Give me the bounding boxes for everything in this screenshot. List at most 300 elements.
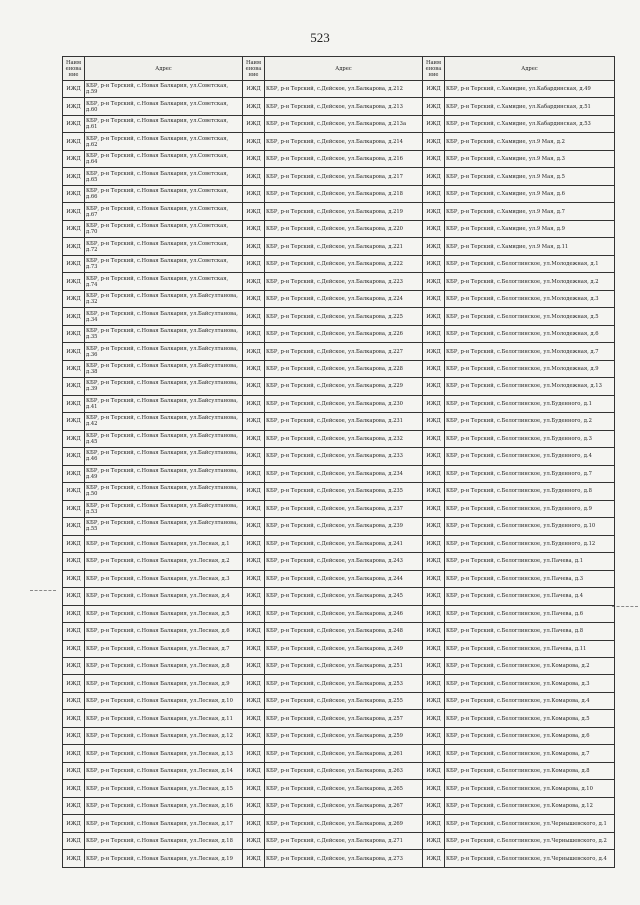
address-cell: КБР, р-н Терский, с.Дейское, ул.Балкарова, д.230 [265, 395, 423, 412]
object-kind-cell: ИЖД [63, 185, 85, 202]
table-row [63, 220, 615, 237]
object-kind-cell: ИЖД [423, 413, 445, 430]
object-kind-cell: ИЖД [243, 465, 265, 482]
address-cell: КБР, р-н Терский, с.Дейское, ул.Балкарова, д.218 [265, 185, 423, 202]
object-kind-cell: ИЖД [63, 605, 85, 622]
object-kind-cell: ИЖД [63, 290, 85, 307]
address-cell: КБР, р-н Терский, с.Хамидие, ул.9 Мая, д.3 [445, 150, 615, 167]
address-cell: КБР, р-н Терский, с.Новая Балкария, ул.Лесная, д.1 [85, 535, 243, 552]
object-kind-cell: ИЖД [243, 518, 265, 535]
address-cell: КБР, р-н Терский, с.Дейское, ул.Балкарова, д.212 [265, 81, 423, 98]
table-row [63, 832, 615, 849]
address-cell: КБР, р-н Терский, с.Дейское, ул.Балкарова, д.269 [265, 815, 423, 832]
object-kind-cell: ИЖД [63, 465, 85, 482]
column-header-address: Адрес [445, 57, 615, 81]
object-kind-cell: ИЖД [243, 290, 265, 307]
address-cell: КБР, р-н Терский, с.Хамидие, ул.Кабардинская, д.53 [445, 115, 615, 132]
address-cell: КБР, р-н Терский, с.Белоглинское, ул.Молодежная, д.13 [445, 378, 615, 395]
object-kind-cell: ИЖД [423, 570, 445, 587]
address-cell: КБР, р-н Терский, с.Белоглинское, ул.Молодежная, д.1 [445, 255, 615, 272]
object-kind-cell: ИЖД [243, 745, 265, 762]
table-row [63, 238, 615, 255]
table-row [63, 343, 615, 360]
object-kind-cell: ИЖД [243, 553, 265, 570]
table-row [63, 465, 615, 482]
address-cell: КБР, р-н Терский, с.Новая Балкария, ул.Байсултанова, д.38 [85, 360, 243, 377]
table-row [63, 588, 615, 605]
address-cell: КБР, р-н Терский, с.Хамидие, ул.9 Мая, д.5 [445, 168, 615, 185]
address-cell: КБР, р-н Терский, с.Новая Балкария, ул.Лесная, д.9 [85, 675, 243, 692]
object-kind-cell: ИЖД [423, 710, 445, 727]
object-kind-cell: ИЖД [63, 657, 85, 674]
object-kind-cell: ИЖД [243, 325, 265, 342]
object-kind-cell: ИЖД [423, 500, 445, 517]
object-kind-cell: ИЖД [243, 185, 265, 202]
table-row [63, 797, 615, 814]
table-row [63, 203, 615, 220]
address-cell: КБР, р-н Терский, с.Новая Балкария, ул.Советская, д.66 [85, 185, 243, 202]
object-kind-cell: ИЖД [423, 238, 445, 255]
object-kind-cell: ИЖД [63, 98, 85, 115]
address-cell: КБР, р-н Терский, с.Дейское, ул.Балкарова, д.244 [265, 570, 423, 587]
object-kind-cell: ИЖД [423, 290, 445, 307]
address-cell: КБР, р-н Терский, с.Дейское, ул.Балкарова, д.219 [265, 203, 423, 220]
object-kind-cell: ИЖД [63, 518, 85, 535]
object-kind-cell: ИЖД [63, 745, 85, 762]
address-cell: КБР, р-н Терский, с.Хамидие, ул.Кабардинская, д.49 [445, 81, 615, 98]
address-cell: КБР, р-н Терский, с.Новая Балкария, ул.Байсултанова, д.49 [85, 465, 243, 482]
address-cell: КБР, р-н Терский, с.Дейское, ул.Балкарова, д.234 [265, 465, 423, 482]
address-cell: КБР, р-н Терский, с.Новая Балкария, ул.Лесная, д.3 [85, 570, 243, 587]
address-table [62, 56, 615, 868]
object-kind-cell: ИЖД [63, 203, 85, 220]
address-cell: КБР, р-н Терский, с.Новая Балкария, ул.Лесная, д.19 [85, 850, 243, 868]
object-kind-cell: ИЖД [423, 203, 445, 220]
table-row [63, 553, 615, 570]
object-kind-cell: ИЖД [63, 553, 85, 570]
address-cell: КБР, р-н Терский, с.Новая Балкария, ул.Байсултанова, д.45 [85, 430, 243, 447]
object-kind-cell: ИЖД [423, 553, 445, 570]
object-kind-cell: ИЖД [423, 832, 445, 849]
object-kind-cell: ИЖД [63, 535, 85, 552]
object-kind-cell: ИЖД [63, 675, 85, 692]
object-kind-cell: ИЖД [423, 797, 445, 814]
object-kind-cell: ИЖД [63, 378, 85, 395]
address-cell: КБР, р-н Терский, с.Новая Балкария, ул.Советская, д.61 [85, 115, 243, 132]
object-kind-cell: ИЖД [63, 623, 85, 640]
address-cell: КБР, р-н Терский, с.Новая Балкария, ул.Советская, д.64 [85, 150, 243, 167]
object-kind-cell: ИЖД [63, 343, 85, 360]
address-cell: КБР, р-н Терский, с.Белоглинское, ул.Молодежная, д.6 [445, 325, 615, 342]
address-cell: КБР, р-н Терский, с.Хамидие, ул.9 Мая, д.7 [445, 203, 615, 220]
table-row [63, 133, 615, 150]
object-kind-cell: ИЖД [423, 98, 445, 115]
object-kind-cell: ИЖД [63, 815, 85, 832]
address-cell: КБР, р-н Терский, с.Хамидие, ул.Кабардинская, д.51 [445, 98, 615, 115]
object-kind-cell: ИЖД [243, 588, 265, 605]
object-kind-cell: ИЖД [423, 780, 445, 797]
address-cell: КБР, р-н Терский, с.Белоглинское, ул.Пачева, д.8 [445, 623, 615, 640]
address-cell: КБР, р-н Терский, с.Новая Балкария, ул.Байсултанова, д.32 [85, 290, 243, 307]
object-kind-cell: ИЖД [423, 483, 445, 500]
table-row [63, 605, 615, 622]
object-kind-cell: ИЖД [63, 150, 85, 167]
address-cell: КБР, р-н Терский, с.Новая Балкария, ул.Лесная, д.6 [85, 623, 243, 640]
address-cell: КБР, р-н Терский, с.Дейское, ул.Балкарова, д.245 [265, 588, 423, 605]
address-cell: КБР, р-н Терский, с.Белоглинское, ул.Буденного, д.12 [445, 535, 615, 552]
address-cell: КБР, р-н Терский, с.Новая Балкария, ул.Байсултанова, д.34 [85, 308, 243, 325]
object-kind-cell: ИЖД [63, 81, 85, 98]
address-cell: КБР, р-н Терский, с.Новая Балкария, ул.Байсултанова, д.53 [85, 500, 243, 517]
table-row [63, 727, 615, 744]
object-kind-cell: ИЖД [63, 430, 85, 447]
address-cell: КБР, р-н Терский, с.Новая Балкария, ул.Лесная, д.16 [85, 797, 243, 814]
object-kind-cell: ИЖД [423, 448, 445, 465]
address-cell: КБР, р-н Терский, с.Хамидие, ул.9 Мая, д.2 [445, 133, 615, 150]
address-cell: КБР, р-н Терский, с.Белоглинское, ул.Пачева, д.1 [445, 553, 615, 570]
table-row [63, 413, 615, 430]
table-row [63, 518, 615, 535]
object-kind-cell: ИЖД [243, 500, 265, 517]
object-kind-cell: ИЖД [63, 115, 85, 132]
object-kind-cell: ИЖД [423, 623, 445, 640]
address-cell: КБР, р-н Терский, с.Новая Балкария, ул.Лесная, д.10 [85, 692, 243, 709]
object-kind-cell: ИЖД [243, 640, 265, 657]
object-kind-cell: ИЖД [423, 185, 445, 202]
object-kind-cell: ИЖД [243, 150, 265, 167]
object-kind-cell: ИЖД [63, 500, 85, 517]
table-row [63, 623, 615, 640]
address-cell: КБР, р-н Терский, с.Дейское, ул.Балкарова, д.226 [265, 325, 423, 342]
object-kind-cell: ИЖД [423, 360, 445, 377]
address-cell: КБР, р-н Терский, с.Белоглинское, ул.Буденного, д.4 [445, 448, 615, 465]
table-row [63, 273, 615, 290]
object-kind-cell: ИЖД [63, 692, 85, 709]
address-cell: КБР, р-н Терский, с.Дейское, ул.Балкарова, д.237 [265, 500, 423, 517]
address-cell: КБР, р-н Терский, с.Белоглинское, ул.Пачева, д.11 [445, 640, 615, 657]
table-row [63, 535, 615, 552]
table-row [63, 150, 615, 167]
object-kind-cell: ИЖД [243, 605, 265, 622]
address-cell: КБР, р-н Терский, с.Белоглинское, ул.Комарова, д.10 [445, 780, 615, 797]
address-cell: КБР, р-н Терский, с.Белоглинское, ул.Комарова, д.12 [445, 797, 615, 814]
address-cell: КБР, р-н Терский, с.Белоглинское, ул.Комарова, д.3 [445, 675, 615, 692]
address-cell: КБР, р-н Терский, с.Белоглинское, ул.Буденного, д.9 [445, 500, 615, 517]
address-cell: КБР, р-н Терский, с.Новая Балкария, ул.Советская, д.70 [85, 220, 243, 237]
object-kind-cell: ИЖД [243, 762, 265, 779]
object-kind-cell: ИЖД [423, 395, 445, 412]
address-cell: КБР, р-н Терский, с.Дейское, ул.Балкарова, д.231 [265, 413, 423, 430]
object-kind-cell: ИЖД [423, 640, 445, 657]
object-kind-cell: ИЖД [423, 535, 445, 552]
object-kind-cell: ИЖД [423, 150, 445, 167]
table-row [63, 308, 615, 325]
object-kind-cell: ИЖД [243, 220, 265, 237]
object-kind-cell: ИЖД [243, 815, 265, 832]
object-kind-cell: ИЖД [243, 378, 265, 395]
table-row [63, 185, 615, 202]
table-row [63, 745, 615, 762]
object-kind-cell: ИЖД [63, 727, 85, 744]
address-cell: КБР, р-н Терский, с.Новая Балкария, ул.Байсултанова, д.41 [85, 395, 243, 412]
table-row [63, 98, 615, 115]
table-row [63, 395, 615, 412]
address-cell: КБР, р-н Терский, с.Дейское, ул.Балкарова, д.263 [265, 762, 423, 779]
address-cell: КБР, р-н Терский, с.Белоглинское, ул.Комарова, д.5 [445, 710, 615, 727]
address-cell: КБР, р-н Терский, с.Новая Балкария, ул.Советская, д.67 [85, 203, 243, 220]
table-row [63, 675, 615, 692]
address-cell: КБР, р-н Терский, с.Новая Балкария, ул.Лесная, д.11 [85, 710, 243, 727]
object-kind-cell: ИЖД [423, 273, 445, 290]
object-kind-cell: ИЖД [243, 623, 265, 640]
address-cell: КБР, р-н Терский, с.Дейское, ул.Балкарова, д.246 [265, 605, 423, 622]
table-row [63, 780, 615, 797]
address-cell: КБР, р-н Терский, с.Новая Балкария, ул.Лесная, д.14 [85, 762, 243, 779]
address-cell: КБР, р-н Терский, с.Дейское, ул.Балкарова, д.220 [265, 220, 423, 237]
table-row [63, 710, 615, 727]
object-kind-cell: ИЖД [423, 657, 445, 674]
object-kind-cell: ИЖД [63, 483, 85, 500]
table-row [63, 360, 615, 377]
table-row [63, 762, 615, 779]
table-row [63, 168, 615, 185]
object-kind-cell: ИЖД [243, 832, 265, 849]
object-kind-cell: ИЖД [243, 360, 265, 377]
column-header-kind: Наим енова ние [423, 57, 445, 81]
object-kind-cell: ИЖД [63, 168, 85, 185]
object-kind-cell: ИЖД [423, 255, 445, 272]
object-kind-cell: ИЖД [243, 343, 265, 360]
address-cell: КБР, р-н Терский, с.Новая Балкария, ул.Лесная, д.18 [85, 832, 243, 849]
address-cell: КБР, р-н Терский, с.Белоглинское, ул.Буденного, д.1 [445, 395, 615, 412]
object-kind-cell: ИЖД [243, 168, 265, 185]
object-kind-cell: ИЖД [423, 588, 445, 605]
address-cell: КБР, р-н Терский, с.Новая Балкария, ул.Лесная, д.15 [85, 780, 243, 797]
table-row [63, 255, 615, 272]
column-header-kind: Наим енова ние [243, 57, 265, 81]
address-cell: КБР, р-н Терский, с.Белоглинское, ул.Молодежная, д.3 [445, 290, 615, 307]
address-cell: КБР, р-н Терский, с.Дейское, ул.Балкарова, д.249 [265, 640, 423, 657]
object-kind-cell: ИЖД [63, 220, 85, 237]
address-cell: КБР, р-н Терский, с.Новая Балкария, ул.Лесная, д.17 [85, 815, 243, 832]
address-cell: КБР, р-н Терский, с.Дейское, ул.Балкарова, д.223 [265, 273, 423, 290]
object-kind-cell: ИЖД [243, 133, 265, 150]
address-cell: КБР, р-н Терский, с.Дейское, ул.Балкарова, д.251 [265, 657, 423, 674]
object-kind-cell: ИЖД [63, 850, 85, 868]
object-kind-cell: ИЖД [243, 675, 265, 692]
object-kind-cell: ИЖД [63, 780, 85, 797]
address-cell: КБР, р-н Терский, с.Новая Балкария, ул.Лесная, д.8 [85, 657, 243, 674]
address-cell: КБР, р-н Терский, с.Дейское, ул.Балкарова, д.213 [265, 98, 423, 115]
object-kind-cell: ИЖД [63, 413, 85, 430]
object-kind-cell: ИЖД [423, 605, 445, 622]
address-cell: КБР, р-н Терский, с.Дейское, ул.Балкарова, д.271 [265, 832, 423, 849]
address-cell: КБР, р-н Терский, с.Новая Балкария, ул.Байсултанова, д.39 [85, 378, 243, 395]
object-kind-cell: ИЖД [423, 81, 445, 98]
address-cell: КБР, р-н Терский, с.Новая Балкария, ул.Советская, д.65 [85, 168, 243, 185]
table-row [63, 290, 615, 307]
object-kind-cell: ИЖД [243, 657, 265, 674]
object-kind-cell: ИЖД [423, 465, 445, 482]
address-cell: КБР, р-н Терский, с.Дейское, ул.Балкарова, д.239 [265, 518, 423, 535]
object-kind-cell: ИЖД [63, 762, 85, 779]
object-kind-cell: ИЖД [243, 448, 265, 465]
address-cell: КБР, р-н Терский, с.Белоглинское, ул.Буденного, д.10 [445, 518, 615, 535]
address-cell: КБР, р-н Терский, с.Хамидие, ул.9 Мая, д.6 [445, 185, 615, 202]
object-kind-cell: ИЖД [423, 815, 445, 832]
address-cell: КБР, р-н Терский, с.Новая Балкария, ул.Байсултанова, д.55 [85, 518, 243, 535]
address-cell: КБР, р-н Терский, с.Дейское, ул.Балкарова, д.257 [265, 710, 423, 727]
address-cell: КБР, р-н Терский, с.Дейское, ул.Балкарова, д.216 [265, 150, 423, 167]
table-row [63, 570, 615, 587]
address-cell: КБР, р-н Терский, с.Белоглинское, ул.Чернышевского, д.4 [445, 850, 615, 868]
address-cell: КБР, р-н Терский, с.Новая Балкария, ул.Лесная, д.12 [85, 727, 243, 744]
object-kind-cell: ИЖД [423, 325, 445, 342]
table-row [63, 325, 615, 342]
address-cell: КБР, р-н Терский, с.Дейское, ул.Балкарова, д.224 [265, 290, 423, 307]
object-kind-cell: ИЖД [423, 850, 445, 868]
address-cell: КБР, р-н Терский, с.Дейское, ул.Балкарова, д.265 [265, 780, 423, 797]
table-row [63, 115, 615, 132]
address-cell: КБР, р-н Терский, с.Новая Балкария, ул.Байсултанова, д.36 [85, 343, 243, 360]
object-kind-cell: ИЖД [423, 308, 445, 325]
address-cell: КБР, р-н Терский, с.Новая Балкария, ул.Лесная, д.5 [85, 605, 243, 622]
object-kind-cell: ИЖД [63, 797, 85, 814]
object-kind-cell: ИЖД [423, 430, 445, 447]
table-row [63, 430, 615, 447]
address-cell: КБР, р-н Терский, с.Новая Балкария, ул.Лесная, д.4 [85, 588, 243, 605]
object-kind-cell: ИЖД [423, 343, 445, 360]
address-cell: КБР, р-н Терский, с.Белоглинское, ул.Комарова, д.6 [445, 727, 615, 744]
object-kind-cell: ИЖД [243, 255, 265, 272]
address-cell: КБР, р-н Терский, с.Новая Балкария, ул.Байсултанова, д.42 [85, 413, 243, 430]
object-kind-cell: ИЖД [63, 325, 85, 342]
address-cell: КБР, р-н Терский, с.Белоглинское, ул.Буденного, д.7 [445, 465, 615, 482]
address-cell: КБР, р-н Терский, с.Дейское, ул.Балкарова, д.227 [265, 343, 423, 360]
address-cell: КБР, р-н Терский, с.Белоглинское, ул.Чернышевского, д.2 [445, 832, 615, 849]
object-kind-cell: ИЖД [423, 220, 445, 237]
address-cell: КБР, р-н Терский, с.Дейское, ул.Балкарова, д.232 [265, 430, 423, 447]
object-kind-cell: ИЖД [423, 675, 445, 692]
table-row [63, 850, 615, 868]
object-kind-cell: ИЖД [63, 640, 85, 657]
object-kind-cell: ИЖД [243, 483, 265, 500]
object-kind-cell: ИЖД [243, 238, 265, 255]
address-cell: КБР, р-н Терский, с.Белоглинское, ул.Комарова, д.8 [445, 762, 615, 779]
address-cell: КБР, р-н Терский, с.Новая Балкария, ул.Советская, д.62 [85, 133, 243, 150]
object-kind-cell: ИЖД [63, 360, 85, 377]
table-row [63, 500, 615, 517]
object-kind-cell: ИЖД [243, 413, 265, 430]
address-cell: КБР, р-н Терский, с.Новая Балкария, ул.Лесная, д.7 [85, 640, 243, 657]
address-cell: КБР, р-н Терский, с.Новая Балкария, ул.Байсултанова, д.35 [85, 325, 243, 342]
address-cell: КБР, р-н Терский, с.Белоглинское, ул.Молодежная, д.9 [445, 360, 615, 377]
margin-mark [612, 606, 638, 607]
object-kind-cell: ИЖД [63, 832, 85, 849]
address-cell: КБР, р-н Терский, с.Дейское, ул.Балкарова, д.248 [265, 623, 423, 640]
object-kind-cell: ИЖД [423, 518, 445, 535]
table-row [63, 815, 615, 832]
object-kind-cell: ИЖД [423, 745, 445, 762]
address-cell: КБР, р-н Терский, с.Дейское, ул.Балкарова, д.261 [265, 745, 423, 762]
address-cell: КБР, р-н Терский, с.Дейское, ул.Балкарова, д.214 [265, 133, 423, 150]
address-cell: КБР, р-н Терский, с.Белоглинское, ул.Пачева, д.4 [445, 588, 615, 605]
object-kind-cell: ИЖД [243, 850, 265, 868]
object-kind-cell: ИЖД [423, 115, 445, 132]
address-cell: КБР, р-н Терский, с.Белоглинское, ул.Пачева, д.3 [445, 570, 615, 587]
address-cell: КБР, р-н Терский, с.Дейское, ул.Балкарова, д.229 [265, 378, 423, 395]
object-kind-cell: ИЖД [63, 710, 85, 727]
address-cell: КБР, р-н Терский, с.Белоглинское, ул.Молодежная, д.7 [445, 343, 615, 360]
column-header-address: Адрес [265, 57, 423, 81]
address-cell: КБР, р-н Терский, с.Дейское, ул.Балкарова, д.213а [265, 115, 423, 132]
object-kind-cell: ИЖД [243, 692, 265, 709]
object-kind-cell: ИЖД [243, 203, 265, 220]
object-kind-cell: ИЖД [243, 710, 265, 727]
object-kind-cell: ИЖД [243, 115, 265, 132]
address-cell: КБР, р-н Терский, с.Хамидие, ул.9 Мая, д.11 [445, 238, 615, 255]
address-cell: КБР, р-н Терский, с.Дейское, ул.Балкарова, д.255 [265, 692, 423, 709]
object-kind-cell: ИЖД [423, 762, 445, 779]
object-kind-cell: ИЖД [243, 273, 265, 290]
table-row [63, 483, 615, 500]
object-kind-cell: ИЖД [63, 255, 85, 272]
object-kind-cell: ИЖД [423, 727, 445, 744]
table-row [63, 81, 615, 98]
object-kind-cell: ИЖД [423, 378, 445, 395]
address-cell: КБР, р-н Терский, с.Дейское, ул.Балкарова, д.273 [265, 850, 423, 868]
address-cell: КБР, р-н Терский, с.Новая Балкария, ул.Советская, д.60 [85, 98, 243, 115]
address-cell: КБР, р-н Терский, с.Дейское, ул.Балкарова, д.221 [265, 238, 423, 255]
object-kind-cell: ИЖД [63, 133, 85, 150]
object-kind-cell: ИЖД [63, 570, 85, 587]
address-cell: КБР, р-н Терский, с.Белоглинское, ул.Буденного, д.3 [445, 430, 615, 447]
address-cell: КБР, р-н Терский, с.Дейское, ул.Балкарова, д.228 [265, 360, 423, 377]
address-cell: КБР, р-н Терский, с.Новая Балкария, ул.Лесная, д.13 [85, 745, 243, 762]
column-header-kind: Наим енова ние [63, 57, 85, 81]
table-row [63, 448, 615, 465]
object-kind-cell: ИЖД [63, 588, 85, 605]
margin-mark [30, 590, 56, 591]
address-cell: КБР, р-н Терский, с.Новая Балкария, ул.Байсултанова, д.46 [85, 448, 243, 465]
address-cell: КБР, р-н Терский, с.Дейское, ул.Балкарова, д.233 [265, 448, 423, 465]
address-cell: КБР, р-н Терский, с.Новая Балкария, ул.Советская, д.74 [85, 273, 243, 290]
address-cell: КБР, р-н Терский, с.Белоглинское, ул.Буденного, д.8 [445, 483, 615, 500]
address-cell: КБР, р-н Терский, с.Дейское, ул.Балкарова, д.243 [265, 553, 423, 570]
object-kind-cell: ИЖД [243, 395, 265, 412]
address-cell: КБР, р-н Терский, с.Дейское, ул.Балкарова, д.241 [265, 535, 423, 552]
table-row [63, 378, 615, 395]
address-cell: КБР, р-н Терский, с.Новая Балкария, ул.Лесная, д.2 [85, 553, 243, 570]
address-cell: КБР, р-н Терский, с.Белоглинское, ул.Чернышевского, д.1 [445, 815, 615, 832]
address-cell: КБР, р-н Терский, с.Белоглинское, ул.Молодежная, д.2 [445, 273, 615, 290]
address-cell: КБР, р-н Терский, с.Дейское, ул.Балкарова, д.225 [265, 308, 423, 325]
address-cell: КБР, р-н Терский, с.Дейское, ул.Балкарова, д.253 [265, 675, 423, 692]
address-cell: КБР, р-н Терский, с.Дейское, ул.Балкарова, д.222 [265, 255, 423, 272]
address-cell: КБР, р-н Терский, с.Белоглинское, ул.Молодежная, д.5 [445, 308, 615, 325]
object-kind-cell: ИЖД [243, 430, 265, 447]
address-cell: КБР, р-н Терский, с.Дейское, ул.Балкарова, д.259 [265, 727, 423, 744]
object-kind-cell: ИЖД [243, 780, 265, 797]
object-kind-cell: ИЖД [63, 395, 85, 412]
object-kind-cell: ИЖД [243, 81, 265, 98]
address-cell: КБР, р-н Терский, с.Новая Балкария, ул.Советская, д.73 [85, 255, 243, 272]
table-row [63, 640, 615, 657]
address-cell: КБР, р-н Терский, с.Новая Балкария, ул.Байсултанова, д.50 [85, 483, 243, 500]
object-kind-cell: ИЖД [63, 308, 85, 325]
address-cell: КБР, р-н Терский, с.Белоглинское, ул.Комарова, д.4 [445, 692, 615, 709]
object-kind-cell: ИЖД [63, 273, 85, 290]
